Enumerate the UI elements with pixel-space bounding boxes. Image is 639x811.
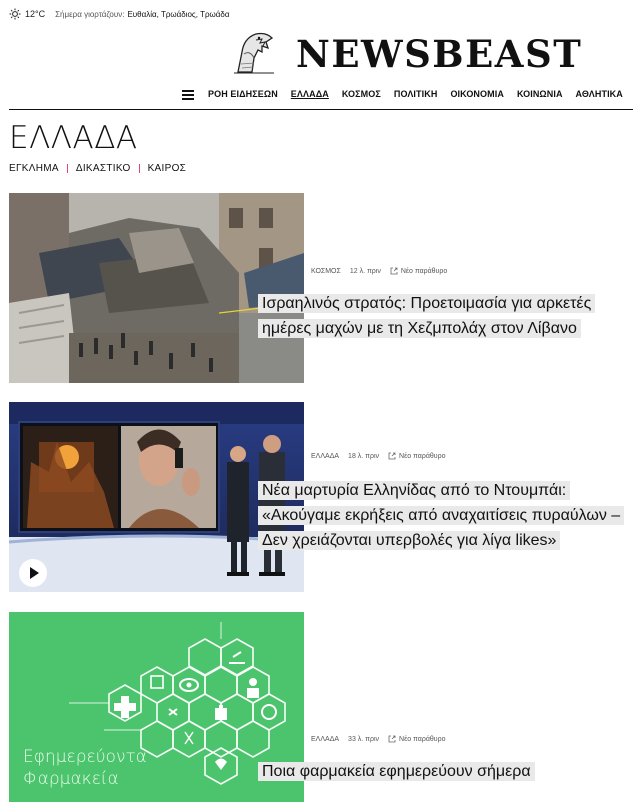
nav-item-news-feed[interactable]: ΡΟΗ ΕΙΔΗΣΕΩΝ	[208, 89, 278, 99]
new-window-icon	[388, 735, 396, 743]
article-headline-text: Νέα μαρτυρία Ελληνίδας από το Ντουμπάι: «Ακούγαμε εκρήξεις από αναχαιτίσεις πυραύλων – Δεν χρειάζονται υπερβολές για λίγα likes»	[258, 481, 624, 550]
top-bar	[9, 7, 229, 21]
play-icon[interactable]	[19, 559, 47, 587]
main-nav	[9, 84, 633, 110]
article-meta	[311, 735, 445, 743]
brand-name: NEWSBEAST	[296, 32, 583, 76]
article-headline-text: Ποια φαρμακεία εφημερεύουν σήμερα	[258, 762, 535, 781]
nav-item-politics[interactable]: ΠΟΛΙΤΙΚΗ	[393, 89, 438, 99]
article-headline[interactable]	[258, 478, 630, 553]
nav-item-sports[interactable]: ΑΘΛΗΤΙΚΑ	[575, 89, 623, 99]
article-meta	[311, 267, 447, 275]
article-category[interactable]: ΕΛΛΑΔΑ	[311, 735, 340, 743]
article-headline[interactable]	[258, 759, 618, 784]
article-time: 33 λ. πριν	[348, 735, 380, 743]
divider	[67, 164, 68, 173]
article-image-destroyed-buildings[interactable]	[9, 193, 304, 383]
subcategory-judicial[interactable]: ΔΙΚΑΣΤΙΚΟ	[75, 163, 131, 174]
nameday-label: Σήμερα γιορτάζουν:	[55, 9, 125, 19]
image-caption-line: Φαρμακεία	[23, 769, 119, 789]
divider	[139, 164, 140, 173]
article-headline-text: Ισραηλινός στρατός: Προετοιμασία για αρκετές ημέρες μαχών με τη Χεζμπολάχ στον Λίβανο	[258, 294, 595, 338]
image-caption	[23, 746, 147, 790]
new-window-link[interactable]	[388, 452, 445, 460]
nav-item-economy[interactable]: ΟΙΚΟΝΟΜΙΑ	[450, 89, 504, 99]
hamburger-menu-icon[interactable]	[182, 90, 194, 100]
nameday-names: Ευθαλία, Τρωάδιος, Τρωάδα	[127, 9, 230, 19]
new-window-label: Νέο παράθυρο	[399, 735, 446, 743]
article-meta	[311, 452, 445, 460]
subcategory-crime[interactable]: ΕΓΚΛΗΜΑ	[9, 163, 59, 174]
new-window-label: Νέο παράθυρο	[400, 267, 448, 275]
nav-item-greece[interactable]: ΕΛΛΑΔΑ	[290, 89, 329, 99]
site-logo[interactable]	[232, 30, 592, 76]
new-window-link[interactable]	[390, 267, 447, 275]
page-title: ΕΛΛΑΔΑ	[9, 120, 138, 156]
subcategory-nav	[9, 163, 186, 174]
new-window-link[interactable]	[388, 735, 445, 743]
article-time: 18 λ. πριν	[348, 452, 380, 460]
article-category[interactable]: ΕΛΛΑΔΑ	[311, 452, 340, 460]
article-category[interactable]: ΚΟΣΜΟΣ	[311, 267, 341, 275]
shark-logo-icon	[232, 30, 276, 74]
new-window-label: Νέο παράθυρο	[399, 452, 446, 460]
subcategory-weather[interactable]: ΚΑΙΡΟΣ	[147, 163, 187, 174]
new-window-icon	[390, 267, 398, 275]
sun-icon	[9, 8, 21, 20]
nav-item-society[interactable]: ΚΟΙΝΩΝΙΑ	[516, 89, 563, 99]
temperature: 12°C	[25, 9, 46, 19]
new-window-icon	[388, 452, 396, 460]
article-headline[interactable]	[258, 291, 618, 341]
nav-items	[208, 89, 623, 99]
nav-item-world[interactable]: ΚΟΣΜΟΣ	[341, 89, 381, 99]
image-caption-line: Εφημερεύοντα	[23, 747, 147, 767]
article-time: 12 λ. πριν	[349, 267, 381, 275]
